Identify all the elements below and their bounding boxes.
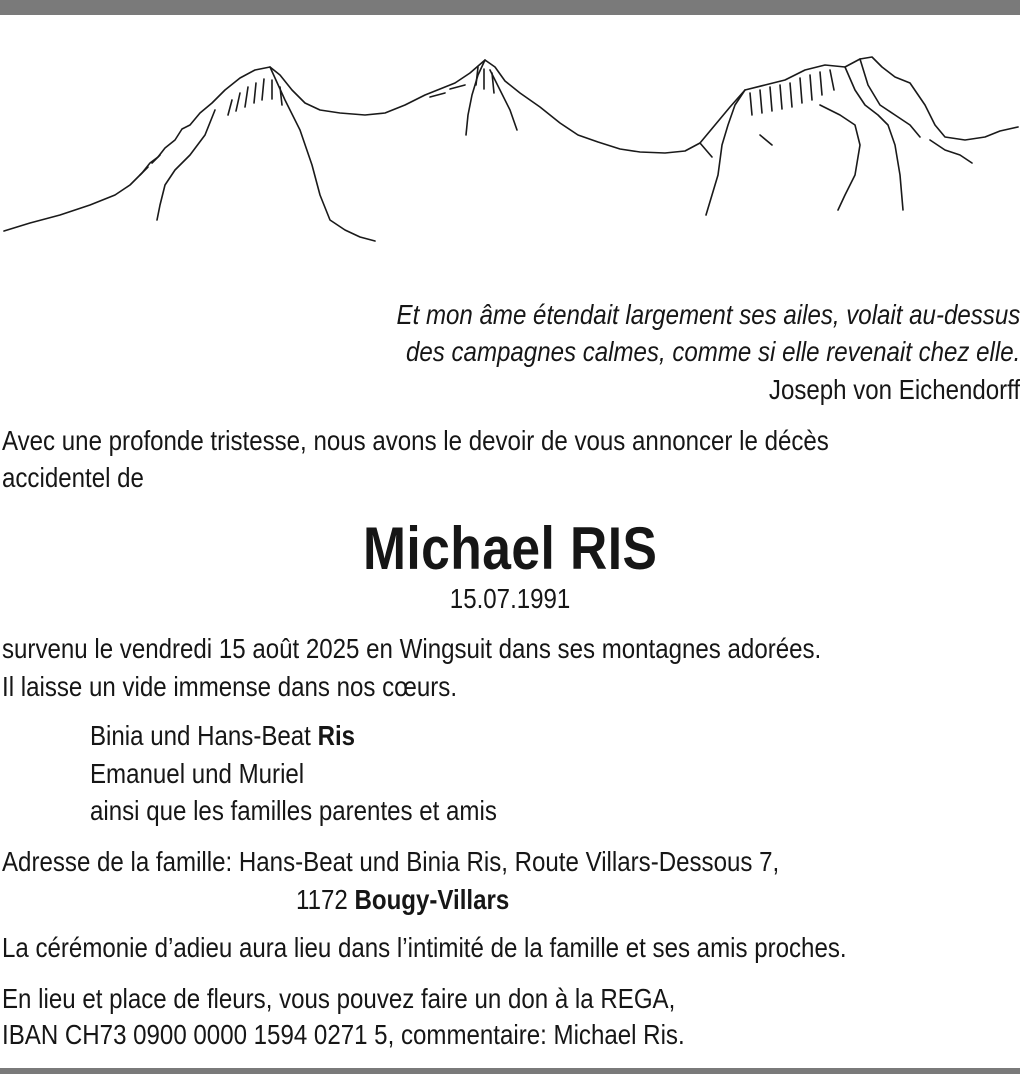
quote-line-1: Et mon âme étendait largement ses ailes, volait au-dessus bbox=[396, 299, 1020, 330]
bottom-rule bbox=[0, 1068, 1020, 1074]
quote-author: Joseph von Eichendorff bbox=[768, 374, 1020, 405]
address-line-1: Adresse de la famille: Hans-Beat und Binia Ris, Route Villars-Dessous 7, bbox=[2, 846, 780, 877]
ceremony-text: La cérémonie d’adieu aura lieu dans l’intimité de la famille et ses amis proches. bbox=[2, 932, 847, 963]
birth-date bbox=[0, 580, 1020, 617]
top-rule bbox=[0, 0, 1020, 15]
circumstances-line-2: Il laisse un vide immense dans nos cœurs. bbox=[2, 671, 458, 702]
circumstances-line-1: survenu le vendredi 15 août 2025 en Wingsuit dans ses montagnes adorées. bbox=[2, 633, 822, 664]
intro-line-2: accidentel de bbox=[2, 462, 144, 493]
mourner-line-3: ainsi que les familles parentes et amis bbox=[90, 795, 497, 826]
quote-line-2: des campagnes calmes, comme si elle revenait chez elle. bbox=[405, 336, 1020, 367]
donation-line-1: En lieu et place de fleurs, vous pouvez faire un don à la REGA, bbox=[2, 983, 676, 1014]
mourner-line-1 bbox=[90, 717, 355, 754]
deceased-name bbox=[0, 517, 1020, 581]
donation-line-2: IBAN CH73 0900 0000 1594 0271 5, commentaire: Michael Ris. bbox=[2, 1019, 685, 1050]
intro-line-1: Avec une profonde tristesse, nous avons le devoir de vous annoncer le décès bbox=[2, 425, 829, 456]
address-line-2 bbox=[296, 881, 509, 918]
mourner-line-1-prefix: Binia und Hans-Beat bbox=[90, 720, 318, 751]
deceased-name-text: Michael RIS bbox=[362, 515, 658, 582]
birth-date-text: 15.07.1991 bbox=[449, 583, 571, 614]
address-zip: 1172 bbox=[296, 884, 355, 915]
mountain-range-illustration bbox=[0, 45, 1020, 250]
mourner-line-2: Emanuel und Muriel bbox=[90, 758, 305, 789]
address-city: Bougy-Villars bbox=[354, 884, 510, 915]
mourner-line-1-surname: Ris bbox=[317, 720, 356, 751]
